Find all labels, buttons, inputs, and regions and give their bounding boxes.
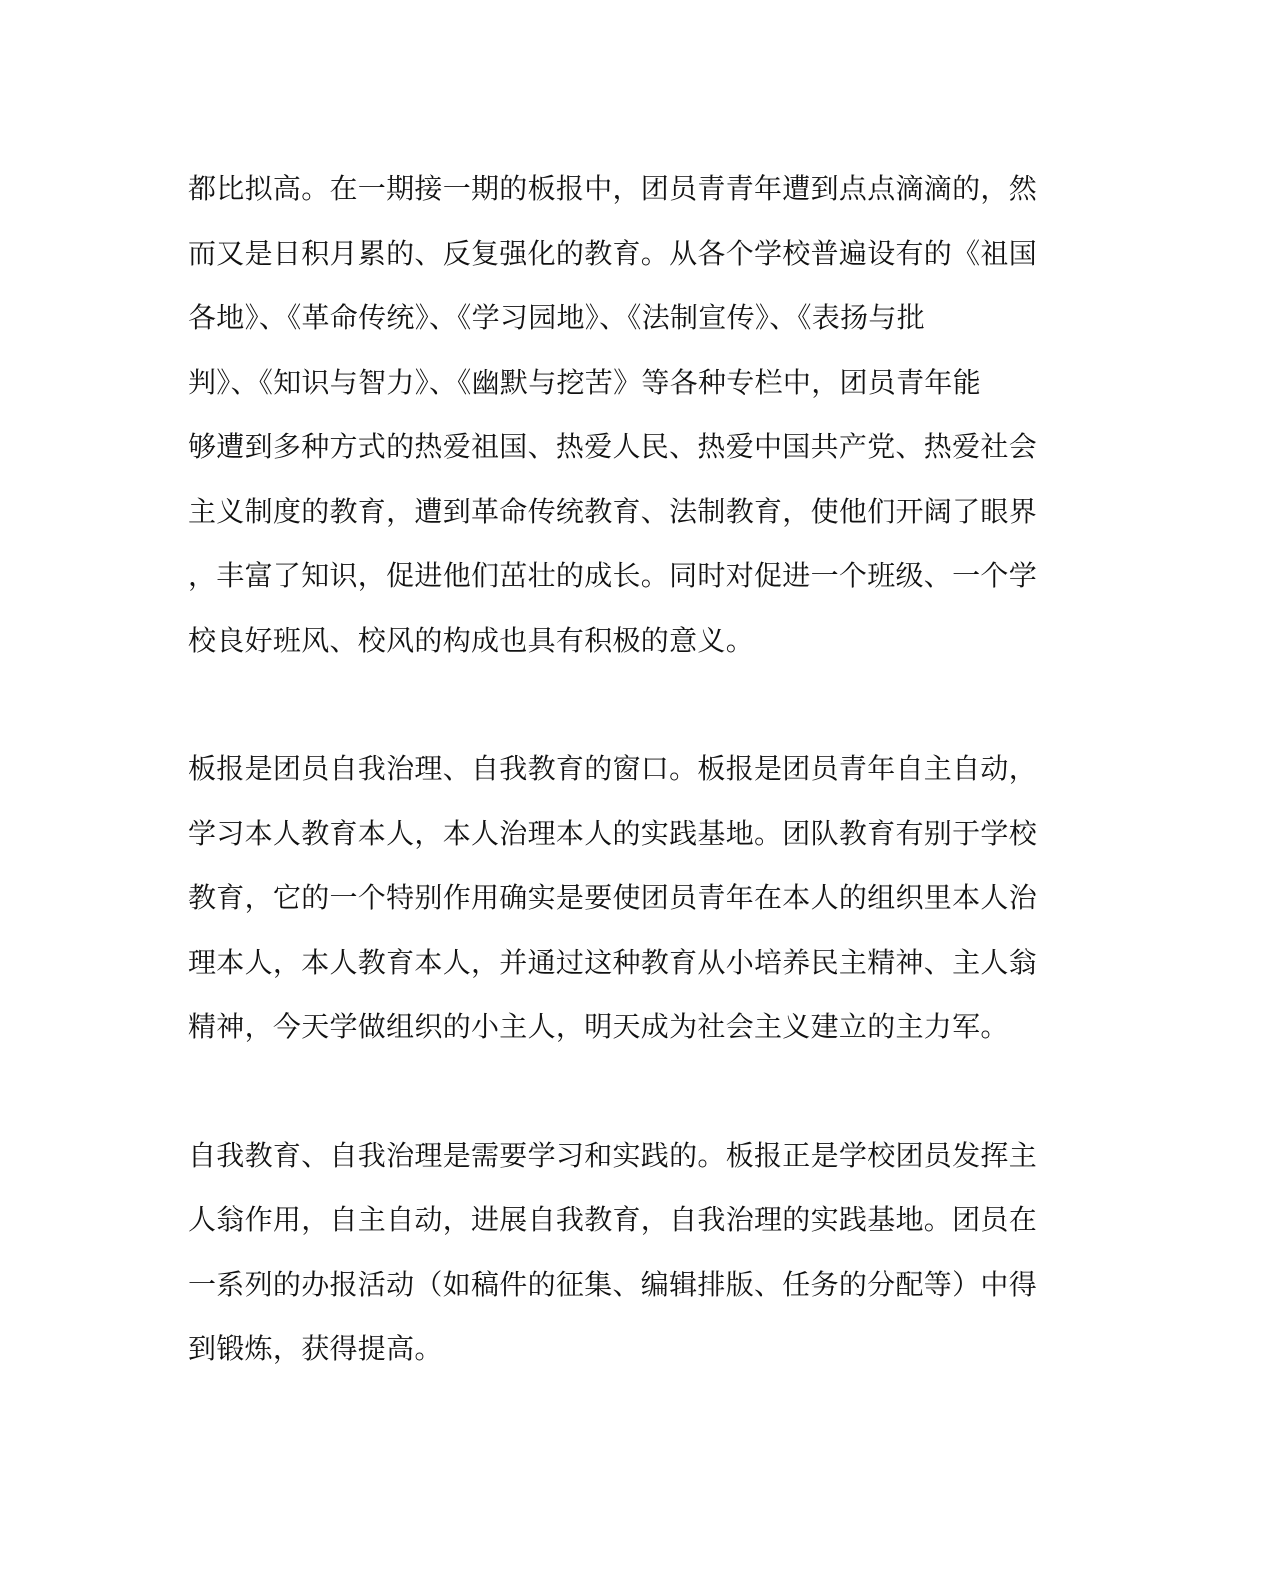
text-line: 够遭到多种方式的热爱祖国、热爱人民、热爱中国共产党、热爱社会 — [188, 430, 1038, 463]
text-line: 而又是日积月累的、反复强化的教育。从各个学校普遍设有的《祖国 — [188, 236, 1038, 270]
text-line: 到锻炼，获得提高。 — [188, 1332, 443, 1365]
text-line: 主义制度的教育，遭到革命传统教育、法制教育，使他们开阔了眼界 — [188, 494, 1038, 528]
paragraph-2 — [188, 737, 1048, 1060]
text-line: 都比拟高。在一期接一期的板报中，团员青青年遭到点点滴滴的，然 — [188, 172, 1038, 205]
text-line: 人翁作用，自主自动，进展自我教育，自我治理的实践基地。团员在 — [188, 1203, 1038, 1236]
paragraph-1 — [188, 157, 1048, 673]
text-line: 各地》、《革命传统》、《学习园地》、《法制宣传》、《表扬与批 — [188, 301, 926, 334]
text-line: 自我教育、自我治理是需要学习和实践的。板报正是学校团员发挥主 — [188, 1138, 1038, 1172]
text-line: 学习本人教育本人，本人治理本人的实践基地。团队教育有别于学校 — [188, 816, 1038, 850]
text-line: 判》、《知识与智力》、《幽默与挖苦》等各种专栏中，团员青年能 — [188, 365, 982, 399]
text-line: 校良好班风、校风的构成也具有积极的意义。 — [188, 623, 755, 657]
document-body — [188, 157, 1048, 1382]
paragraph-3 — [188, 1124, 1048, 1382]
text-line: 理本人，本人教育本人，并通过这种教育从小培养民主精神、主人翁 — [188, 945, 1038, 979]
text-line: 教育，它的一个特别作用确实是要使团员青年在本人的组织里本人治 — [188, 881, 1038, 914]
text-line: 一系列的办报活动（如稿件的征集、编辑排版、任务的分配等）中得 — [188, 1267, 1038, 1301]
text-line: 精神，今天学做组织的小主人，明天成为社会主义建立的主力军。 — [188, 1010, 1009, 1043]
text-line: 板报是团员自我治理、自我教育的窗口。板报是团员青年自主自动， — [188, 752, 1038, 785]
text-line: ，丰富了知识，促进他们茁壮的成长。同时对促进一个班级、一个学 — [188, 559, 1038, 592]
